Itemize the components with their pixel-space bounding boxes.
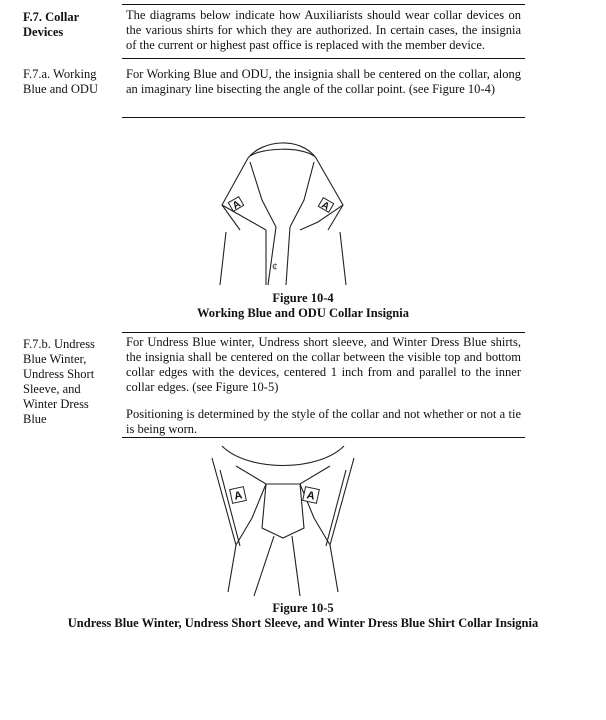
section-label-f7b: F.7.b. Undress Blue Winter, Undress Short Sleeve, and Winter Dress Blue <box>23 337 95 426</box>
section-text-f7b-note: Positioning is determined by the style of the collar and not whether or not a tie is being worn. <box>126 407 521 436</box>
figure-10-5-number: Figure 10-5 <box>272 601 334 615</box>
undress-blue-collar-shape <box>212 446 354 596</box>
section-label-f7: F.7. Collar Devices <box>23 10 79 39</box>
right-insignia-letter: A <box>319 199 332 213</box>
figure-10-4-caption: Working Blue and ODU Collar Insignia <box>197 306 409 320</box>
section-text-f7: The diagrams below indicate how Auxiliarists should wear collar devices on the various shirts for which they are authorized. In certain cases, the insignia of the current or highest past office is replaced with the member device. <box>126 8 521 52</box>
figure-10-5-caption: Undress Blue Winter, Undress Short Sleeve, and Winter Dress Blue Shirt Collar Insignia <box>67 616 539 630</box>
right-collar-insignia-undress <box>303 487 320 504</box>
left-collar-insignia-undress <box>230 487 247 504</box>
section-text-f7a: For Working Blue and ODU, the insignia shall be centered on the collar, along an imaginary line bisecting the angle of the collar point. (see Figure 10-4) <box>126 67 521 96</box>
left-insignia-letter: A <box>230 198 243 212</box>
centerline-mark: ¢ <box>272 261 278 273</box>
right-insignia-letter-undress: A <box>305 489 316 503</box>
left-insignia-letter-undress: A <box>233 489 244 503</box>
figure-10-4-number: Figure 10-4 <box>272 291 334 305</box>
section-text-f7b: For Undress Blue winter, Undress short sleeve, and Winter Dress Blue shirts, the insignia shall be centered on the collar between the visible top and bottom collar edges with the devices, centered 1 inch from and parallel to the inner collar edges. (see Figure 10-5) <box>126 335 521 394</box>
section-label-f7a: F.7.a. Working Blue and ODU <box>23 67 98 96</box>
